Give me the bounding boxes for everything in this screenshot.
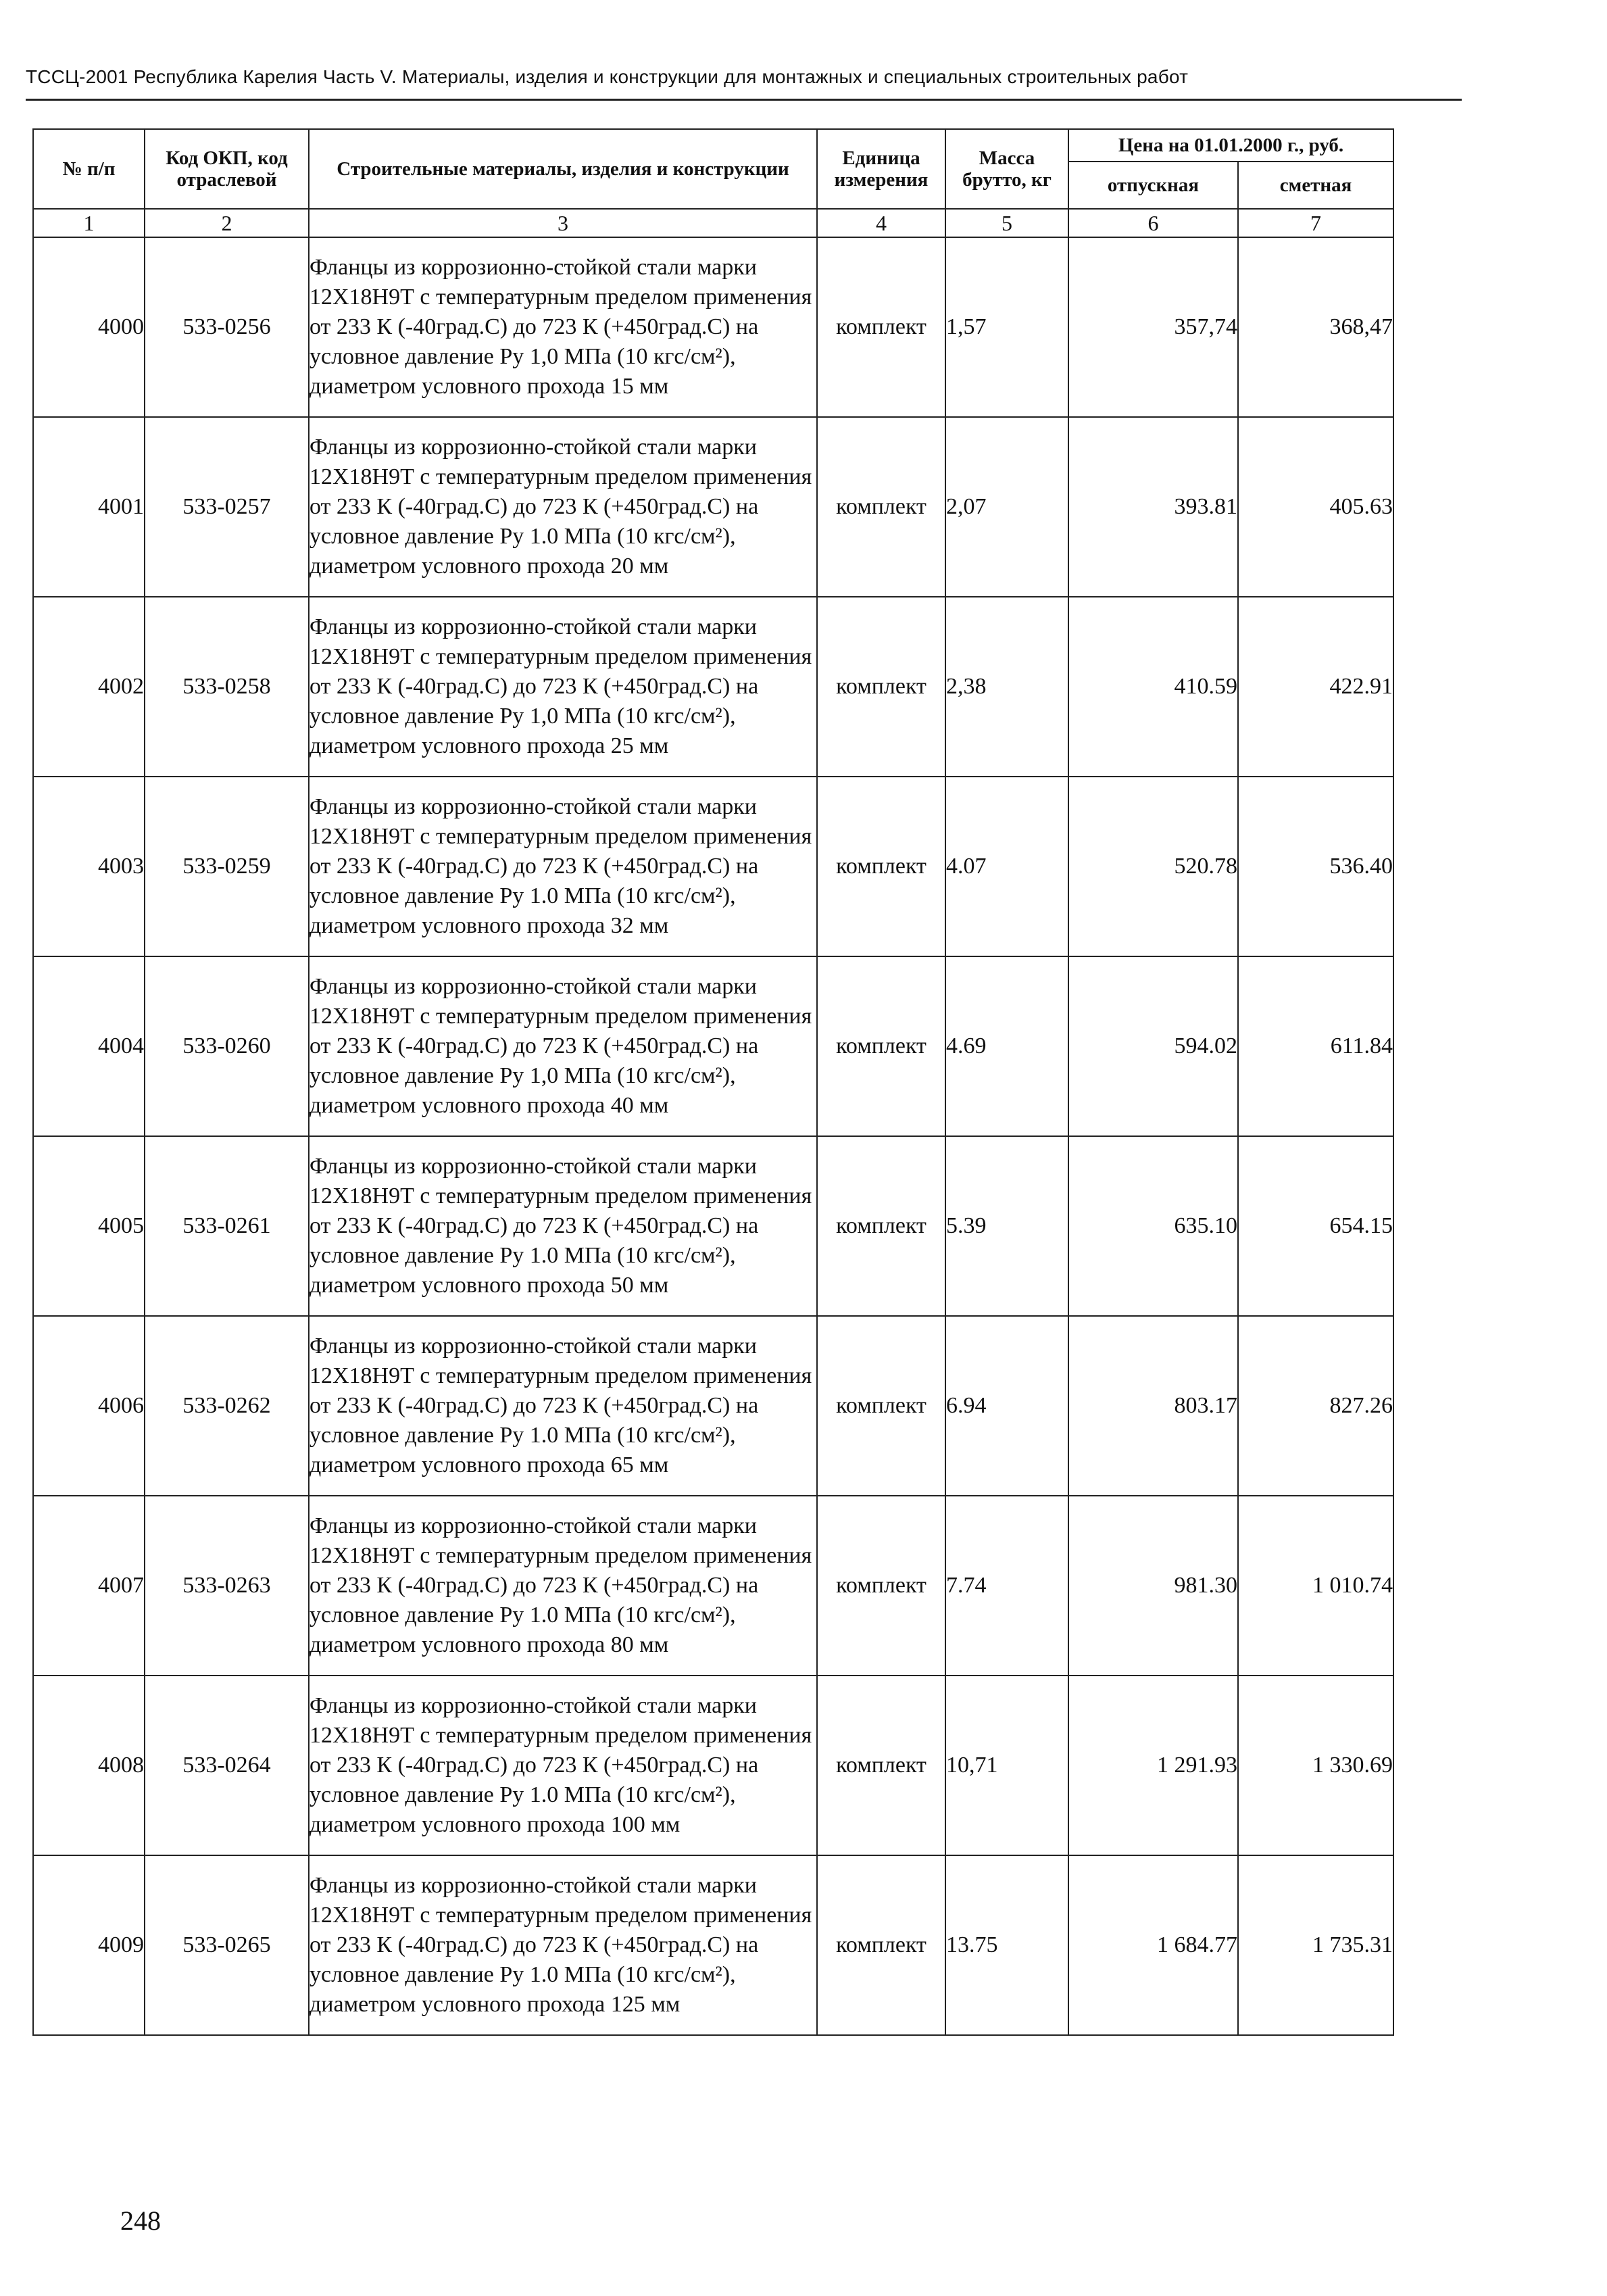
unit-of-measure: комплект xyxy=(817,237,945,417)
material-description: Фланцы из коррозионно-стойкой стали марки 12Х18Н9Т с температурным пределом применения от 233 К (-40град.С) до 723 К (+450град.С) на условное давление Ру 1.0 МПа (10 кгс/см²), диаметром условного прохода 32 мм xyxy=(309,777,817,956)
header-rule xyxy=(26,99,1462,101)
release-price: 393.81 xyxy=(1068,417,1238,597)
release-price: 981.30 xyxy=(1068,1496,1238,1676)
row-number: 4006 xyxy=(33,1316,145,1496)
table-row xyxy=(33,237,1393,417)
release-price: 803.17 xyxy=(1068,1316,1238,1496)
unit-of-measure: комплект xyxy=(817,1855,945,2035)
row-number: 4002 xyxy=(33,597,145,777)
header-num: № п/п xyxy=(33,129,145,209)
running-header: ТССЦ-2001 Республика Карелия Часть V. Материалы, изделия и конструкции для монтажных и специальных строительных работ xyxy=(26,66,1189,87)
gross-mass: 2,07 xyxy=(945,417,1068,597)
release-price: 635.10 xyxy=(1068,1136,1238,1316)
row-number: 4000 xyxy=(33,237,145,417)
release-price: 410.59 xyxy=(1068,597,1238,777)
column-number: 4 xyxy=(817,209,945,237)
material-description: Фланцы из коррозионно-стойкой стали марки 12Х18Н9Т с температурным пределом применения от 233 К (-40град.С) до 723 К (+450град.С) на условное давление Ру 1.0 МПа (10 кгс/см²), диаметром условного прохода 100 мм xyxy=(309,1676,817,1855)
header-mass: Масса брутто, кг xyxy=(945,129,1068,209)
table-row xyxy=(33,956,1393,1136)
gross-mass: 13.75 xyxy=(945,1855,1068,2035)
table-row xyxy=(33,1316,1393,1496)
estimate-price: 654.15 xyxy=(1238,1136,1393,1316)
release-price: 1 291.93 xyxy=(1068,1676,1238,1855)
column-number: 1 xyxy=(33,209,145,237)
unit-of-measure: комплект xyxy=(817,1316,945,1496)
price-table xyxy=(32,128,1394,2036)
okp-code: 533-0256 xyxy=(145,237,309,417)
okp-code: 533-0263 xyxy=(145,1496,309,1676)
material-description: Фланцы из коррозионно-стойкой стали марки 12Х18Н9Т с температурным пределом применения от 233 К (-40град.С) до 723 К (+450град.С) на условное давление Ру 1,0 МПа (10 кгс/см²), диаметром условного прохода 15 мм xyxy=(309,237,817,417)
estimate-price: 368,47 xyxy=(1238,237,1393,417)
table-row xyxy=(33,597,1393,777)
estimate-price: 1 010.74 xyxy=(1238,1496,1393,1676)
material-description: Фланцы из коррозионно-стойкой стали марки 12Х18Н9Т с температурным пределом применения от 233 К (-40град.С) до 723 К (+450град.С) на условное давление Ру 1.0 МПа (10 кгс/см²), диаметром условного прохода 50 мм xyxy=(309,1136,817,1316)
unit-of-measure: комплект xyxy=(817,956,945,1136)
material-description: Фланцы из коррозионно-стойкой стали марки 12Х18Н9Т с температурным пределом применения от 233 К (-40град.С) до 723 К (+450град.С) на условное давление Ру 1.0 МПа (10 кгс/см²), диаметром условного прохода 80 мм xyxy=(309,1496,817,1676)
column-number: 2 xyxy=(145,209,309,237)
material-description: Фланцы из коррозионно-стойкой стали марки 12Х18Н9Т с температурным пределом применения от 233 К (-40град.С) до 723 К (+450град.С) на условное давление Ру 1.0 МПа (10 кгс/см²), диаметром условного прохода 20 мм xyxy=(309,417,817,597)
column-number: 6 xyxy=(1068,209,1238,237)
row-number: 4007 xyxy=(33,1496,145,1676)
release-price: 520.78 xyxy=(1068,777,1238,956)
page-number: 248 xyxy=(120,2205,161,2236)
okp-code: 533-0260 xyxy=(145,956,309,1136)
gross-mass: 6.94 xyxy=(945,1316,1068,1496)
release-price: 1 684.77 xyxy=(1068,1855,1238,2035)
unit-of-measure: комплект xyxy=(817,1136,945,1316)
estimate-price: 536.40 xyxy=(1238,777,1393,956)
material-description: Фланцы из коррозионно-стойкой стали марки 12Х18Н9Т с температурным пределом применения от 233 К (-40град.С) до 723 К (+450град.С) на условное давление Ру 1.0 МПа (10 кгс/см²), диаметром условного прохода 65 мм xyxy=(309,1316,817,1496)
unit-of-measure: комплект xyxy=(817,777,945,956)
estimate-price: 611.84 xyxy=(1238,956,1393,1136)
header-price-group: Цена на 01.01.2000 г., руб. xyxy=(1068,129,1393,162)
table-row xyxy=(33,417,1393,597)
unit-of-measure: комплект xyxy=(817,1496,945,1676)
table-row xyxy=(33,1855,1393,2035)
release-price: 357,74 xyxy=(1068,237,1238,417)
gross-mass: 4.07 xyxy=(945,777,1068,956)
material-description: Фланцы из коррозионно-стойкой стали марки 12Х18Н9Т с температурным пределом применения от 233 К (-40град.С) до 723 К (+450град.С) на условное давление Ру 1.0 МПа (10 кгс/см²), диаметром условного прохода 125 мм xyxy=(309,1855,817,2035)
okp-code: 533-0265 xyxy=(145,1855,309,2035)
row-number: 4001 xyxy=(33,417,145,597)
material-description: Фланцы из коррозионно-стойкой стали марки 12Х18Н9Т с температурным пределом применения от 233 К (-40град.С) до 723 К (+450град.С) на условное давление Ру 1,0 МПа (10 кгс/см²), диаметром условного прохода 40 мм xyxy=(309,956,817,1136)
okp-code: 533-0264 xyxy=(145,1676,309,1855)
column-number-row xyxy=(33,209,1393,237)
unit-of-measure: комплект xyxy=(817,417,945,597)
material-description: Фланцы из коррозионно-стойкой стали марки 12Х18Н9Т с температурным пределом применения от 233 К (-40град.С) до 723 К (+450град.С) на условное давление Ру 1,0 МПа (10 кгс/см²), диаметром условного прохода 25 мм xyxy=(309,597,817,777)
unit-of-measure: комплект xyxy=(817,1676,945,1855)
row-number: 4009 xyxy=(33,1855,145,2035)
okp-code: 533-0262 xyxy=(145,1316,309,1496)
table-row xyxy=(33,1676,1393,1855)
estimate-price: 1 330.69 xyxy=(1238,1676,1393,1855)
row-number: 4008 xyxy=(33,1676,145,1855)
header-okp-code: Код ОКП, код отраслевой xyxy=(145,129,309,209)
header-material-name: Строительные материалы, изделия и конструкции xyxy=(309,129,817,209)
unit-of-measure: комплект xyxy=(817,597,945,777)
release-price: 594.02 xyxy=(1068,956,1238,1136)
estimate-price: 405.63 xyxy=(1238,417,1393,597)
row-number: 4003 xyxy=(33,777,145,956)
table-row xyxy=(33,777,1393,956)
gross-mass: 2,38 xyxy=(945,597,1068,777)
okp-code: 533-0261 xyxy=(145,1136,309,1316)
header-price-estimate: сметная xyxy=(1238,162,1393,209)
gross-mass: 4.69 xyxy=(945,956,1068,1136)
gross-mass: 7.74 xyxy=(945,1496,1068,1676)
table-row xyxy=(33,1496,1393,1676)
header-unit: Единица измерения xyxy=(817,129,945,209)
row-number: 4005 xyxy=(33,1136,145,1316)
table-row xyxy=(33,1136,1393,1316)
estimate-price: 1 735.31 xyxy=(1238,1855,1393,2035)
column-number: 5 xyxy=(945,209,1068,237)
column-number: 7 xyxy=(1238,209,1393,237)
gross-mass: 10,71 xyxy=(945,1676,1068,1855)
column-number: 3 xyxy=(309,209,817,237)
gross-mass: 5.39 xyxy=(945,1136,1068,1316)
okp-code: 533-0257 xyxy=(145,417,309,597)
row-number: 4004 xyxy=(33,956,145,1136)
estimate-price: 422.91 xyxy=(1238,597,1393,777)
header-price-release: отпускная xyxy=(1068,162,1238,209)
estimate-price: 827.26 xyxy=(1238,1316,1393,1496)
okp-code: 533-0258 xyxy=(145,597,309,777)
gross-mass: 1,57 xyxy=(945,237,1068,417)
okp-code: 533-0259 xyxy=(145,777,309,956)
